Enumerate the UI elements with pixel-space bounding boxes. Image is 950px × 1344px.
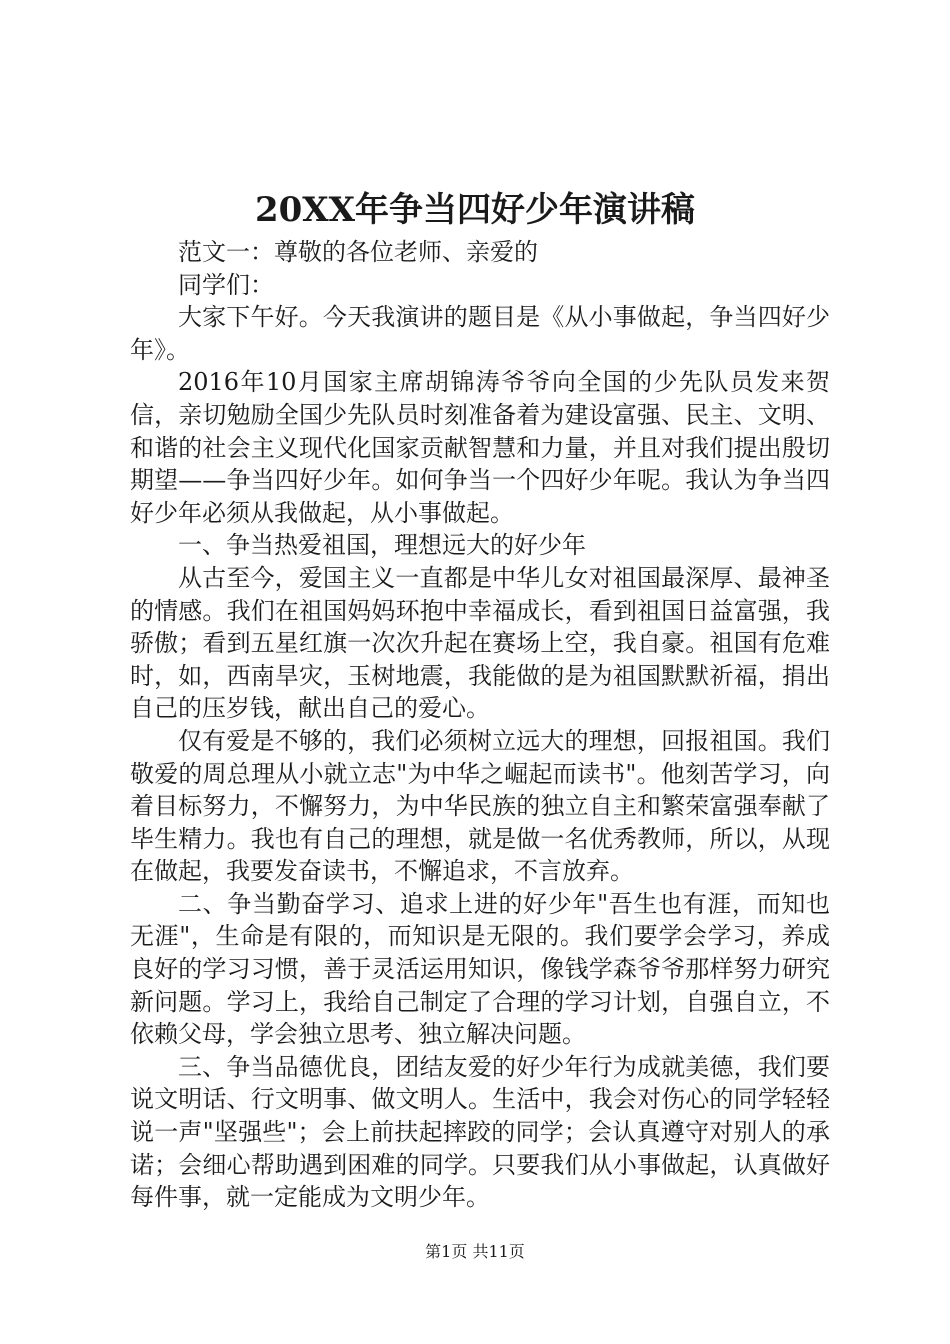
page-footer: 第1页 共11页 — [425, 1242, 525, 1261]
paragraph: 同学们： — [178, 270, 274, 299]
paragraph: 大家下午好。今天我演讲的题目是《从小事做起，争当四好少年》。 — [130, 303, 830, 364]
paragraph: 二、争当勤奋学习、追求上进的好少年"吾生也有涯，而知也无涯"，生命是有限的，而知识是无限的。我们要学会学习，养成良好的学习习惯，善于灵活运用知识，像钱学森爷爷那样努力研究新问题。学习上，我给自己制定了合理的学习计划，自强自立，不依赖父母，学会独立思考、独立解决问题。 — [130, 889, 830, 1049]
paragraph: 仅有爱是不够的，我们必须树立远大的理想，回报祖国。我们敬爱的周总理从小就立志"为中华之崛起而读书"。他刻苦学习，向着目标努力，不懈努力，为中华民族的独立自主和繁荣富强奉献了毕生精力。我也有自己的理想，就是做一名优秀教师，所以，从现在做起，我要发奋读书，不懈追求，不言放弃。 — [130, 726, 830, 886]
document-body — [130, 236, 830, 1214]
paragraph: 2016年10月国家主席胡锦涛爷爷向全国的少先队员发来贺信，亲切勉励全国少先队员时刻准备着为建设富强、民主、文明、和谐的社会主义现代化国家贡献智慧和力量，并且对我们提出殷切期望——争当四好少年。如何争当一个四好少年呢。我认为争当四好少年必须从我做起，从小事做起。 — [130, 368, 830, 527]
section-heading: 一、争当热爱祖国，理想远大的好少年 — [178, 531, 586, 560]
paragraph: 从古至今，爱国主义一直都是中华儿女对祖国最深厚、最神圣的情感。我们在祖国妈妈环抱中幸福成长，看到祖国日益富强，我骄傲；看到五星红旗一次次升起在赛场上空，我自豪。祖国有危难时，如，西南旱灾，玉树地震，我能做的是为祖国默默祈福，捐出自己的压岁钱，献出自己的爱心。 — [130, 563, 830, 723]
paragraph: 三、争当品德优良，团结友爱的好少年行为成就美德，我们要说文明话、行文明事、做文明人。生活中，我会对伤心的同学轻轻说一声"坚强些"；会上前扶起摔跤的同学；会认真遵守对别人的承诺；会细心帮助遇到困难的同学。只要我们从小事做起，认真做好每件事，就一定能成为文明少年。 — [130, 1052, 830, 1212]
paragraph: 范文一：尊敬的各位老师、亲爱的 — [178, 238, 538, 266]
document-title: 20XX年争当四好少年演讲稿 — [254, 190, 696, 230]
